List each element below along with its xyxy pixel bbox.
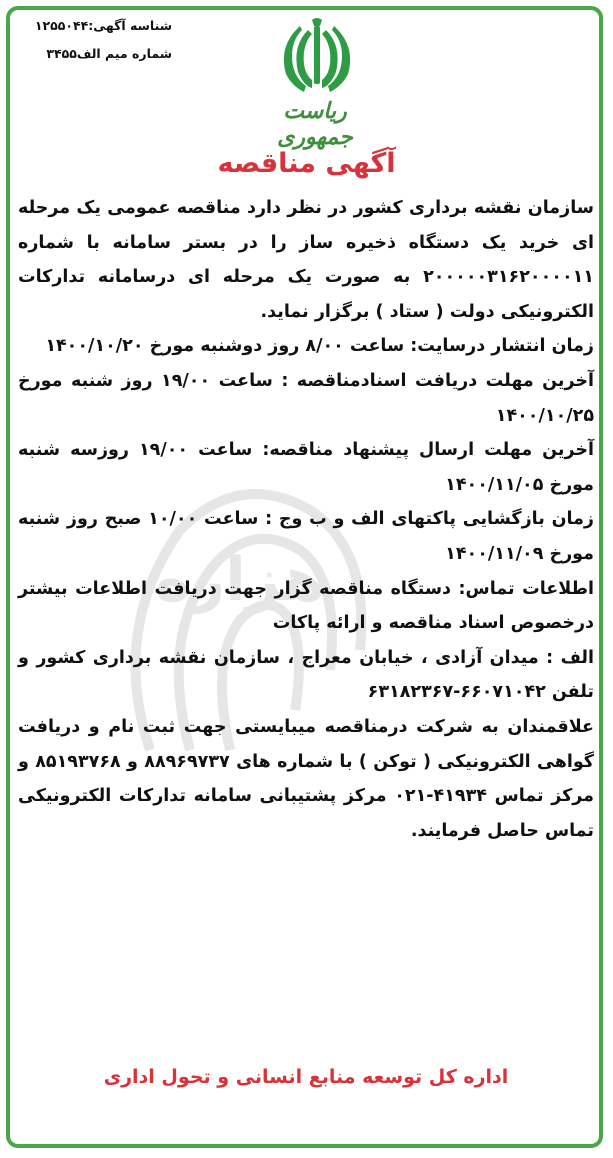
presidency-logo-text: ریاست جمهوری: [277, 98, 353, 150]
ad-identifiers: [22, 12, 172, 68]
paragraph-publish-time: زمان انتشار درسایت: ساعت ۸/۰۰ روز دوشنبه مورخ ۱۴۰۰/۱۰/۲۰: [45, 336, 594, 357]
paragraph-address: الف : میدان آزادی ، خیابان معراج ، سازمان نقشه برداری کشور و تلفن ۶۶۰۷۱۰۴۲-۶۳۱۸۲۳۶۷: [18, 647, 594, 703]
paragraph-contact-info: اطلاعات تماس: دستگاه مناقصه گزار جهت دریافت اطلاعات بیشتر درخصوص اسناد مناقصه و ارائه پاکات: [18, 578, 594, 634]
paragraph-registration: علاقمندان به شرکت درمناقصه میبایستی جهت ثبت نام و دریافت گواهی الکترونیکی ( توکن ) با شماره های ۸۸۹۶۹۷۳۷ و ۸۵۱۹۳۷۶۸ و مرکز تماس ۴۱۹۳۴-۰۲۱ مرکز پشتیبانی سامانه تدارکات الکترونیکی تماس حاصل فرمایند.: [18, 716, 594, 841]
ad-body: [18, 191, 594, 848]
ad-id: شناسه آگهی:۱۲۵۵۰۴۴: [34, 18, 172, 33]
iran-emblem-icon: [274, 16, 360, 96]
paragraph-intro: سازمان نقشه برداری کشور در نظر دارد مناقصه عمومی یک مرحله ای خرید یک دستگاه ذخیره ساز را در بستر سامانه با شماره ۲۰۰۰۰۰۳۱۶۲۰۰۰۰۱۱ به صورت یک مرحله ای درسامانه تدارکات الکترونیکی دولت ( ستاد ) برگزار نماید.: [18, 198, 594, 322]
ad-footer-department: اداره کل توسعه منابع انسانی و تحول اداری: [103, 1066, 509, 1088]
mim-alef-number: شماره میم الف۳۴۵۵: [46, 46, 172, 61]
paragraph-document-deadline: آخرین مهلت دریافت اسنادمناقصه : ساعت ۱۹/۰۰ روز شنبه مورخ ۱۴۰۰/۱۰/۲۵: [18, 370, 594, 426]
ad-title: آگهی مناقصه: [217, 148, 396, 179]
paragraph-submission-deadline: آخرین مهلت ارسال پیشنهاد مناقصه: ساعت ۱۹/۰۰ روزسه شنبه مورخ ۱۴۰۰/۱۱/۰۵: [18, 440, 594, 495]
watermark-text: هزاره: [155, 545, 325, 615]
paragraph-opening-time: زمان بازگشایی پاکتهای الف و ب وج : ساعت ۱۰/۰۰ صبح روز شنبه مورخ ۱۴۰۰/۱۱/۰۹: [18, 509, 594, 564]
